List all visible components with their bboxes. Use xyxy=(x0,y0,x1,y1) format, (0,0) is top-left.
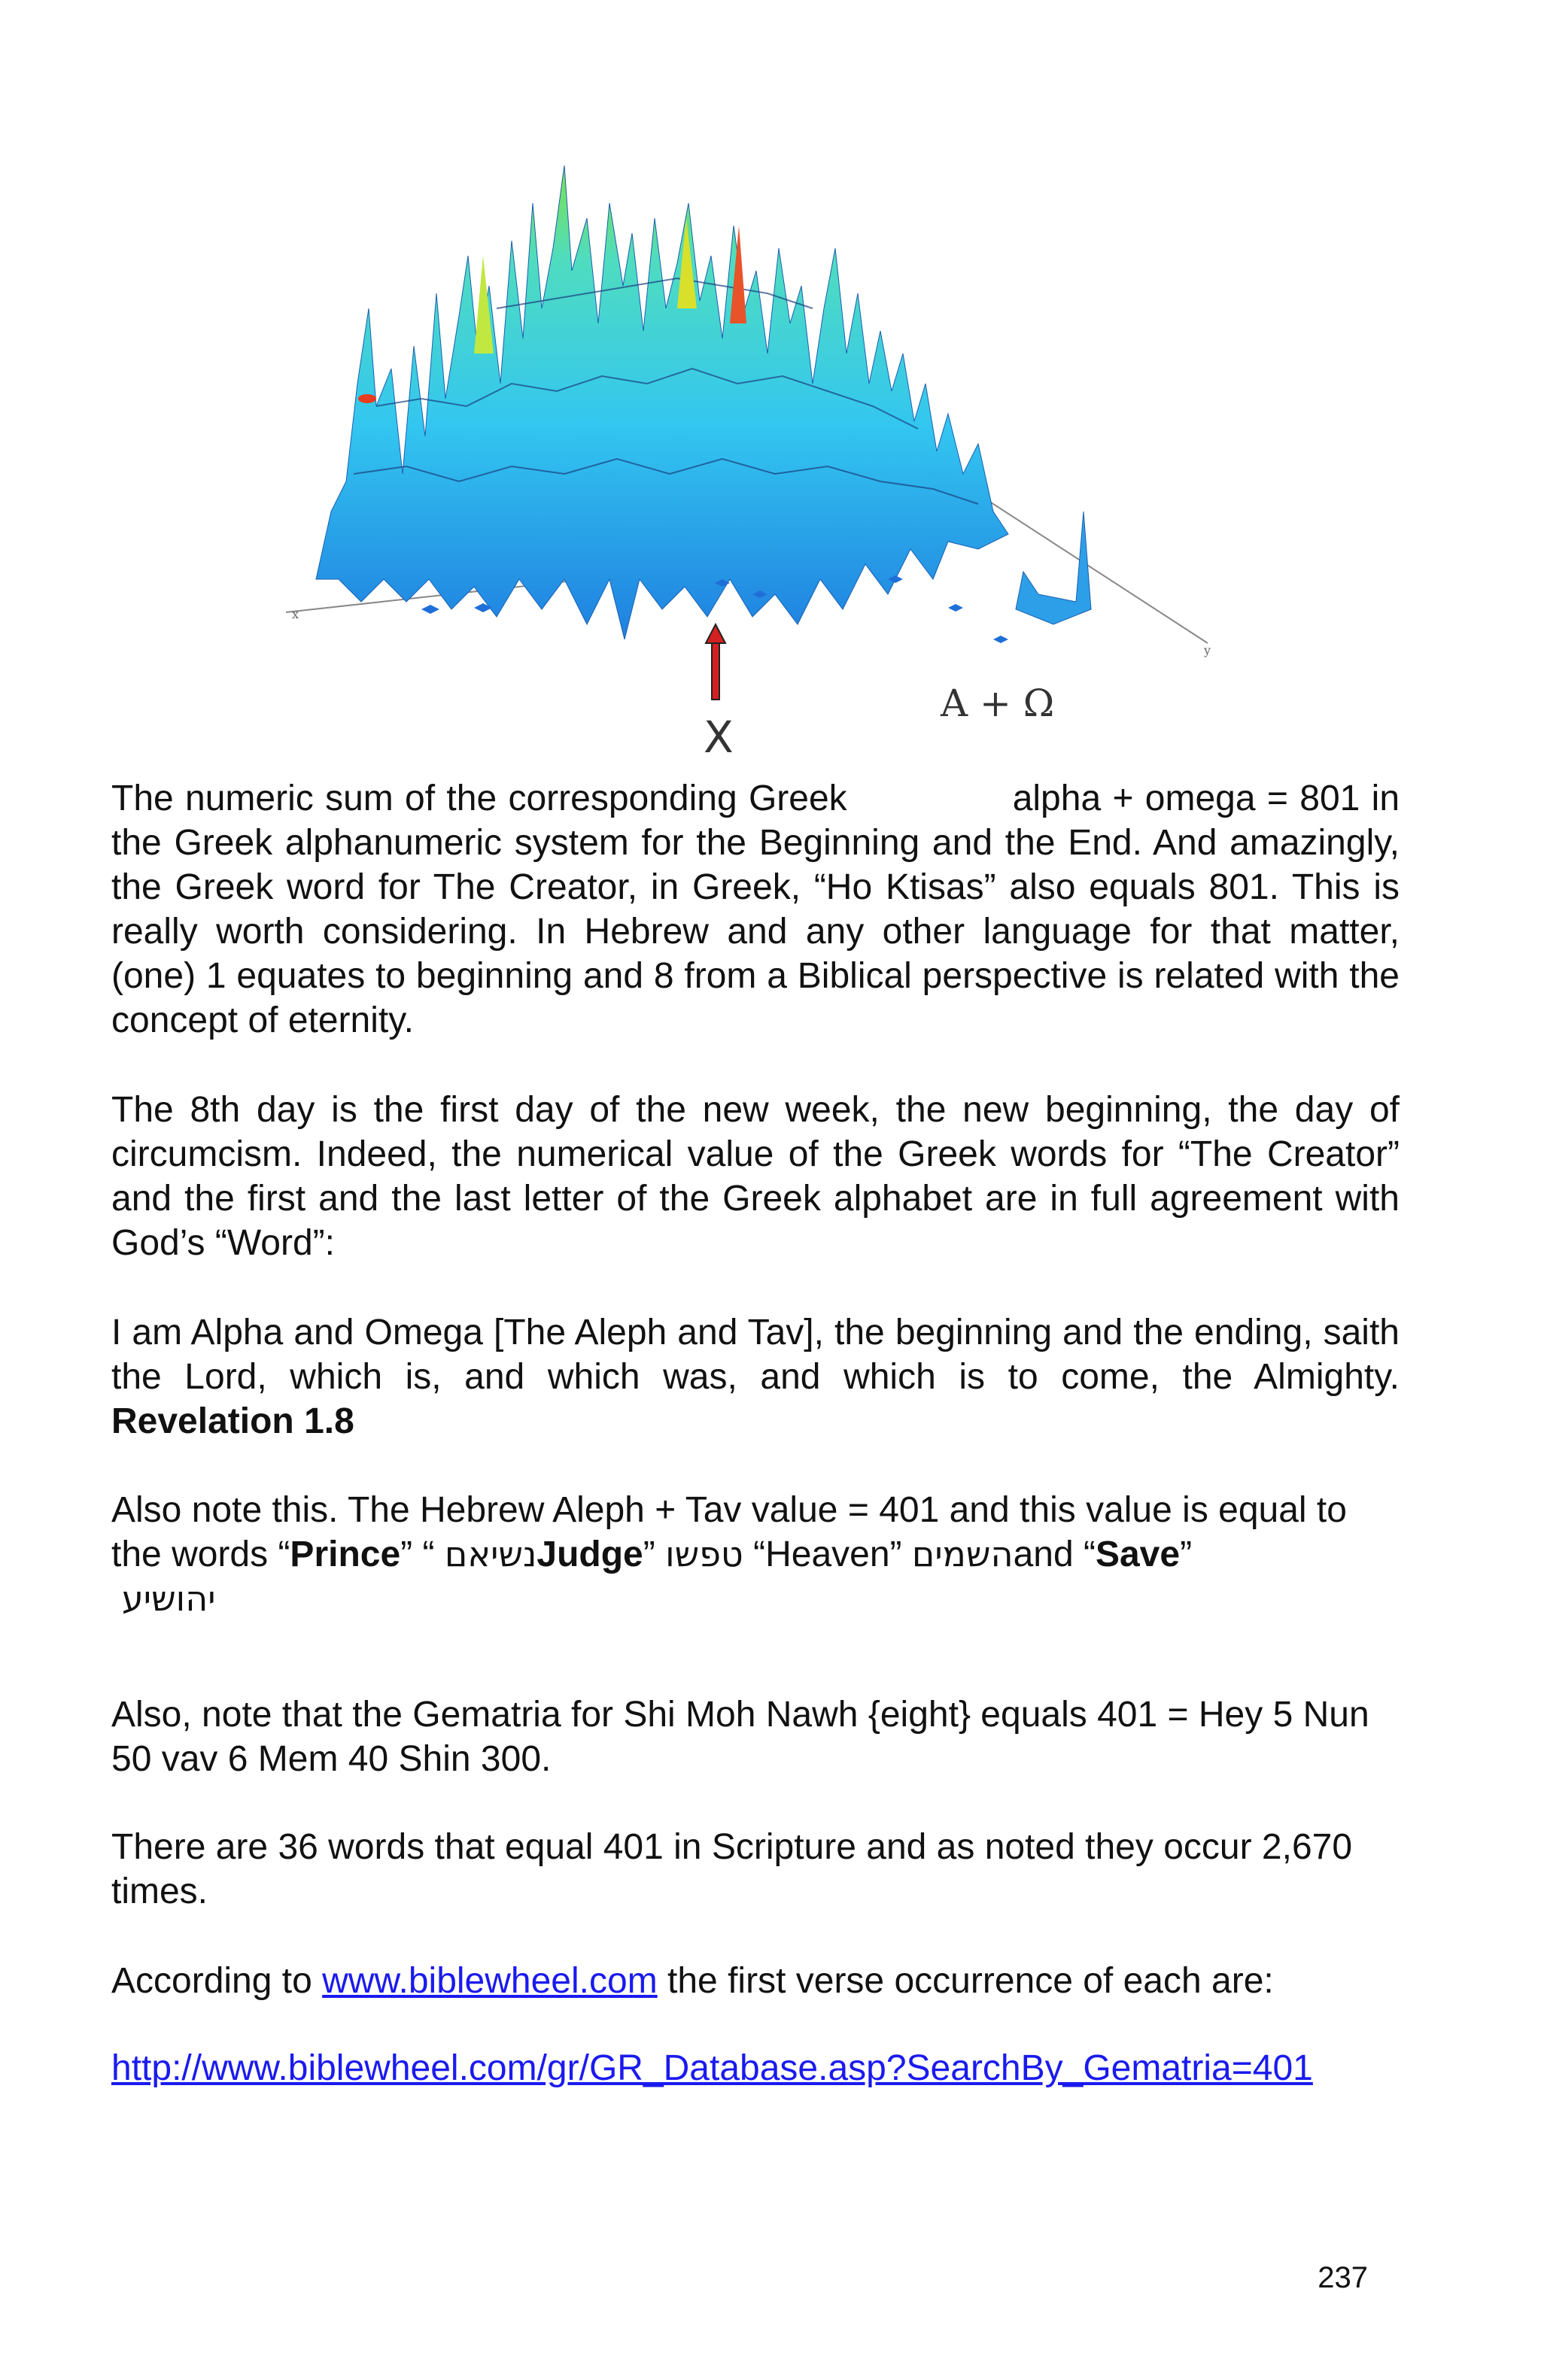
surface-plot-image xyxy=(271,158,1264,760)
word-prince: Prince xyxy=(290,1535,401,1574)
quote-text: I am Alpha and Omega [The Aleph and Tav], the beginning and the ending, saith the Lord, which is, and which was, and which is to come, the Almighty. xyxy=(111,1313,1400,1397)
surface-mesh xyxy=(316,165,1008,639)
paragraph-database-url xyxy=(111,2046,1400,2090)
p7-before: According to xyxy=(111,1961,323,2001)
paragraph-aleph-tav xyxy=(111,1488,1400,1621)
paragraph-revelation-quote xyxy=(111,1310,1400,1443)
p1-line1-start: The numeric sum of the corresponding Greek xyxy=(111,779,847,818)
hebrew-prince: נשיאם xyxy=(444,1534,537,1574)
page-number: 237 xyxy=(1318,2261,1368,2294)
p7-after: the first verse occurrence of each are: xyxy=(657,1961,1274,2001)
p4-and: and “ xyxy=(1013,1535,1096,1574)
paragraph-eighth-day: The 8th day is the first day of the new week, the new beginning, the day of circumcism. Indeed, the numerical value of the Greek words for “The Creator” and the first and the last letter of the Greek alphabet are in full agreement with God’s “Word”: xyxy=(111,1090,1400,1263)
x-marker: X xyxy=(704,712,734,760)
paragraph-greek-sum xyxy=(111,776,1400,1043)
paragraph-word-count: There are 36 words that equal 401 in Scripture and as noted they occur 2,670 times. xyxy=(111,1827,1353,1911)
biblewheel-link[interactable]: www.biblewheel.com xyxy=(322,1961,658,2001)
p1-rest: 801 in the Greek alphanumeric system for the Beginning and the End. And amazingly, the Greek word for The Creator, in Greek, “Ho Ktisas” also equals 801. This is really worth considering. In Hebrew and any other language for that matter, (one) 1 equates to beginning and 8 from a Biblical perspective is related with the concept of eternity. xyxy=(111,779,1400,1040)
gematria-database-link[interactable]: http://www.biblewheel.com/gr/GR_Database.asp?SearchBy_Gematria=401 xyxy=(111,2048,1313,2088)
p4-quote1: ” “ xyxy=(400,1535,445,1574)
p4-quote2: ” xyxy=(643,1535,666,1574)
hebrew-judge: טפשו xyxy=(665,1534,743,1574)
hebrew-heaven: השמים xyxy=(911,1534,1014,1574)
arrow-shaft xyxy=(712,639,719,700)
red-peak xyxy=(358,394,376,403)
word-judge: Judge xyxy=(536,1535,643,1574)
paragraph-gematria-eight: Also, note that the Gematria for Shi Moh Nawh {eight} equals 401 = Hey 5 Nun 50 vav 6 Mem 40 Shin 300. xyxy=(111,1695,1369,1779)
hebrew-save: יהושיע xyxy=(122,1578,216,1619)
arrow-icon xyxy=(706,624,725,643)
word-heaven: “Heaven” xyxy=(743,1535,912,1574)
alpha-omega-label: A + Ω xyxy=(941,682,1055,725)
y-axis-label: y xyxy=(1204,643,1211,657)
x-axis-label: x xyxy=(292,607,299,621)
p1-line1-end: alpha + omega = xyxy=(1012,779,1288,818)
scripture-reference: Revelation 1.8 xyxy=(111,1401,354,1441)
gematria-surface-figure xyxy=(271,158,1264,760)
word-save: Save xyxy=(1095,1535,1181,1574)
p4-intro: Also note this. The Hebrew Aleph + Tav value = 401 and this value is equal to the words “ xyxy=(111,1490,1347,1574)
right-spike xyxy=(1016,512,1091,624)
paragraph-biblewheel xyxy=(111,1959,1400,2003)
p4-quote3: ” xyxy=(1180,1535,1193,1574)
